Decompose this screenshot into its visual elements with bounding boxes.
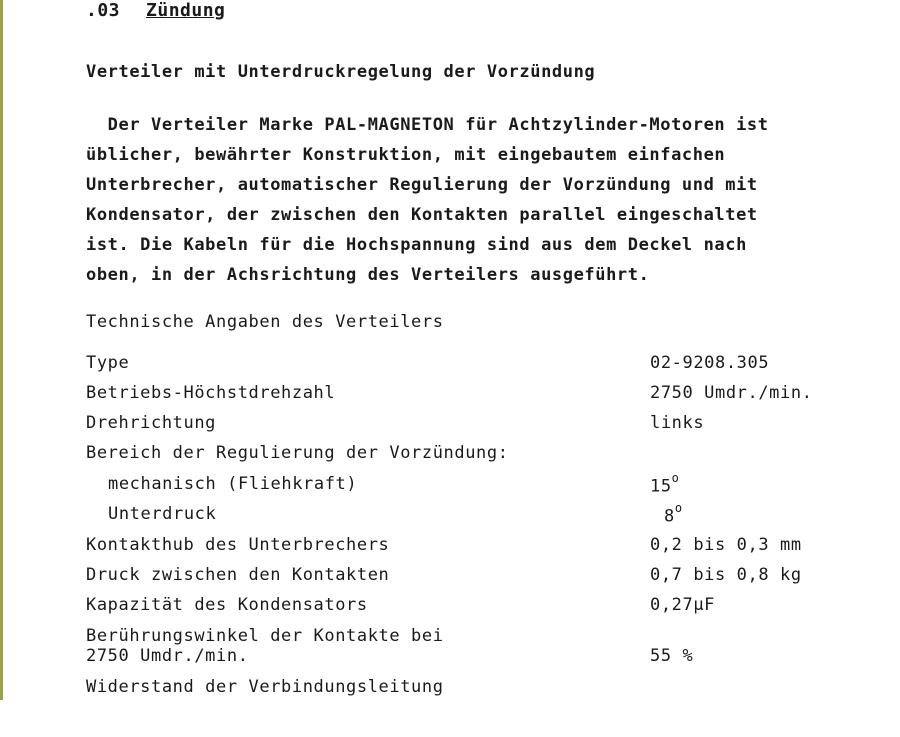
spec-number: 15 [650,476,672,497]
spec-label: Kapazität des Kondensators [86,595,368,615]
spec-label: Type [86,353,130,373]
spec-value [650,471,680,497]
spec-label: Druck zwischen den Kontakten [86,565,390,585]
degree-sup: o [674,501,683,515]
paragraph-line: ist. Die Kabeln für die Hochspannung sind aus dem Deckel nach [86,235,747,255]
spec-value: 0,7 bis 0,8 kg [650,565,802,585]
degree-sup: o [671,471,680,485]
paragraph-line: oben, in der Achsrichtung des Verteilers ausgeführt. [86,265,650,285]
description-paragraph [86,110,886,290]
paragraph-line: Der Verteiler Marke PAL-MAGNETON für Achtzylinder-Motoren ist [86,115,769,135]
spec-label: Widerstand der Verbindungsleitung [86,677,444,697]
spec-value [664,501,683,527]
spec-label: Kontakthub des Unterbrechers [86,535,390,555]
section-number: .03 [86,0,121,21]
spec-value: 0,2 bis 0,3 mm [650,535,802,555]
paragraph-line: Unterbrecher, automatischer Regulierung der Vorzündung und mit [86,175,758,195]
paragraph-line: üblicher, bewährter Konstruktion, mit eingebautem einfachen [86,145,726,165]
spec-row-resistance [86,677,876,737]
spec-label: Unterdruck [108,504,217,524]
spec-label-line: 2750 Umdr./min. [86,646,249,666]
spec-value: 2750 Umdr./min. [650,383,813,403]
spec-number: 8 [664,506,675,527]
paragraph-line: Kondensator, der zwischen den Kontakten parallel eingeschaltet [86,205,758,225]
spec-value: links [650,413,705,433]
section-heading [86,0,225,21]
spec-value: 02-9208.305 [650,353,770,373]
spec-label: Drehrichtung [86,413,217,433]
subheading: Verteiler mit Unterdruckregelung der Vorzündung [86,62,596,82]
spec-label: Bereich der Regulierung der Vorzündung: [86,443,509,463]
spec-label: mechanisch (Fliehkraft) [108,474,358,494]
spec-label-line: Berührungswinkel der Kontakte bei [86,626,444,646]
spec-label: Betriebs-Höchstdrehzahl [86,383,336,403]
section-title: Zündung [146,0,226,21]
spec-value: 55 % [650,646,694,666]
specs-title: Technische Angaben des Verteilers [86,312,444,332]
spec-label [86,626,444,666]
spec-value: 0,27μF [650,595,716,615]
